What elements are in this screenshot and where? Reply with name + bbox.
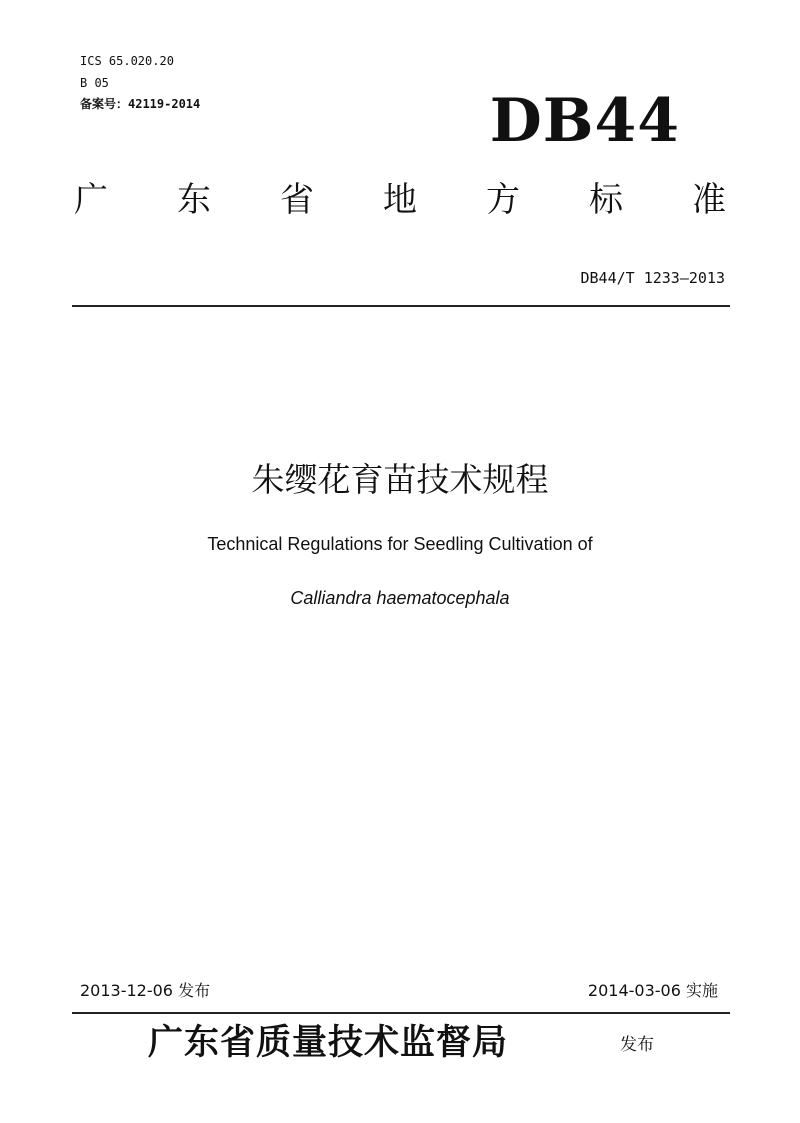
bottom-divider: [72, 1012, 730, 1014]
document-title-species: Calliandra haematocephala: [290, 588, 510, 608]
classification-code: B 05: [80, 76, 109, 90]
registration-number: 备案号：42119-2014: [80, 97, 201, 111]
issuing-authority-suffix: 发布: [620, 1035, 654, 1055]
ics-code: ICS 65.020.20: [80, 54, 174, 68]
standard-number: DB44/T 1233—2013: [580, 269, 725, 287]
standard-type-char: 省: [280, 180, 314, 220]
standard-type-char: 标: [589, 180, 623, 220]
top-divider: [72, 305, 730, 307]
standard-type-char: 广: [74, 180, 108, 220]
standard-type-char: 方: [486, 180, 520, 220]
issue-date: 2013-12-06 发布: [80, 981, 211, 1000]
standard-type-heading: [74, 178, 726, 222]
implementation-date: 2014-03-06 实施: [587, 981, 718, 1000]
standard-type-char: 地: [383, 180, 417, 220]
document-title-english: Technical Regulations for Seedling Cultivation of: [207, 534, 593, 554]
issuing-authority: 广东省质量技术监督局: [148, 1022, 509, 1063]
db44-logo: DB44: [489, 86, 680, 156]
standard-type-char: 准: [692, 180, 726, 220]
standard-type-char: 东: [177, 180, 211, 220]
document-title-chinese: 朱缨花育苗技术规程: [251, 460, 549, 499]
